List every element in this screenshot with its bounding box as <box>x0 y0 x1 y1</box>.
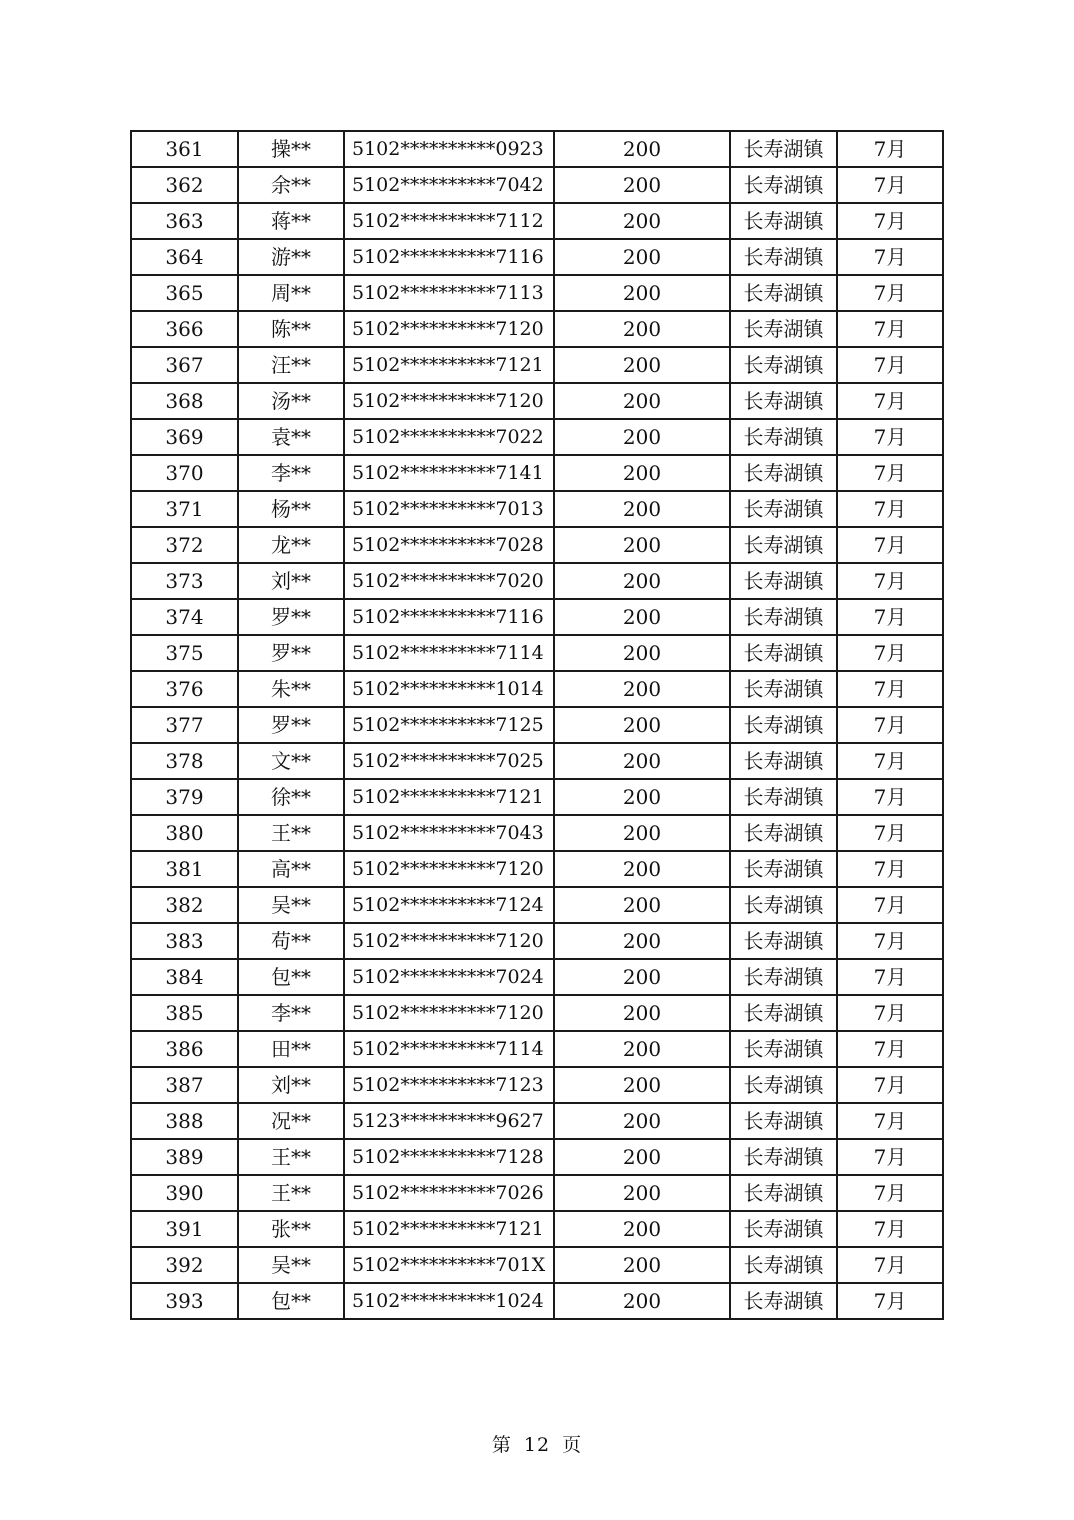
amount-cell: 200 <box>554 671 730 707</box>
name-cell: 文** <box>238 743 344 779</box>
id-number-cell: 5102**********7121 <box>344 347 554 383</box>
month-cell: 7月 <box>837 491 943 527</box>
table-row <box>131 1175 943 1211</box>
amount-cell: 200 <box>554 1139 730 1175</box>
table-row <box>131 923 943 959</box>
name-cell: 罗** <box>238 707 344 743</box>
amount-cell: 200 <box>554 995 730 1031</box>
row-number-cell: 382 <box>131 887 238 923</box>
id-number-cell: 5102**********7116 <box>344 239 554 275</box>
town-cell: 长寿湖镇 <box>730 1247 837 1283</box>
name-cell: 汤** <box>238 383 344 419</box>
month-cell: 7月 <box>837 563 943 599</box>
table-row <box>131 1247 943 1283</box>
month-cell: 7月 <box>837 1175 943 1211</box>
table-row <box>131 1103 943 1139</box>
name-cell: 汪** <box>238 347 344 383</box>
table-row <box>131 1211 943 1247</box>
amount-cell: 200 <box>554 959 730 995</box>
row-number-cell: 362 <box>131 167 238 203</box>
table-row <box>131 743 943 779</box>
month-cell: 7月 <box>837 671 943 707</box>
month-cell: 7月 <box>837 959 943 995</box>
id-number-cell: 5102**********7042 <box>344 167 554 203</box>
table-row <box>131 851 943 887</box>
town-cell: 长寿湖镇 <box>730 635 837 671</box>
id-number-cell: 5102**********7112 <box>344 203 554 239</box>
row-number-cell: 393 <box>131 1283 238 1319</box>
amount-cell: 200 <box>554 1247 730 1283</box>
amount-cell: 200 <box>554 815 730 851</box>
town-cell: 长寿湖镇 <box>730 1283 837 1319</box>
amount-cell: 200 <box>554 239 730 275</box>
month-cell: 7月 <box>837 455 943 491</box>
page-footer <box>0 1430 1074 1457</box>
row-number-cell: 376 <box>131 671 238 707</box>
town-cell: 长寿湖镇 <box>730 779 837 815</box>
town-cell: 长寿湖镇 <box>730 167 837 203</box>
name-cell: 杨** <box>238 491 344 527</box>
month-cell: 7月 <box>837 1103 943 1139</box>
id-number-cell: 5102**********701X <box>344 1247 554 1283</box>
name-cell: 余** <box>238 167 344 203</box>
roster-table-body <box>131 131 943 1319</box>
town-cell: 长寿湖镇 <box>730 563 837 599</box>
id-number-cell: 5102**********7020 <box>344 563 554 599</box>
month-cell: 7月 <box>837 851 943 887</box>
amount-cell: 200 <box>554 635 730 671</box>
month-cell: 7月 <box>837 635 943 671</box>
table-row <box>131 599 943 635</box>
month-cell: 7月 <box>837 1067 943 1103</box>
month-cell: 7月 <box>837 419 943 455</box>
name-cell: 吴** <box>238 887 344 923</box>
id-number-cell: 5102**********7128 <box>344 1139 554 1175</box>
table-row <box>131 131 943 167</box>
id-number-cell: 5102**********1024 <box>344 1283 554 1319</box>
month-cell: 7月 <box>837 383 943 419</box>
page-number: 12 <box>523 1434 551 1456</box>
row-number-cell: 370 <box>131 455 238 491</box>
name-cell: 况** <box>238 1103 344 1139</box>
table-row <box>131 275 943 311</box>
amount-cell: 200 <box>554 1067 730 1103</box>
id-number-cell: 5102**********7120 <box>344 311 554 347</box>
id-number-cell: 5102**********7120 <box>344 923 554 959</box>
name-cell: 刘** <box>238 563 344 599</box>
name-cell: 罗** <box>238 635 344 671</box>
row-number-cell: 378 <box>131 743 238 779</box>
month-cell: 7月 <box>837 887 943 923</box>
id-number-cell: 5102**********7022 <box>344 419 554 455</box>
row-number-cell: 384 <box>131 959 238 995</box>
row-number-cell: 368 <box>131 383 238 419</box>
row-number-cell: 390 <box>131 1175 238 1211</box>
month-cell: 7月 <box>837 347 943 383</box>
town-cell: 长寿湖镇 <box>730 455 837 491</box>
town-cell: 长寿湖镇 <box>730 815 837 851</box>
id-number-cell: 5102**********7125 <box>344 707 554 743</box>
page-footer-prefix: 第 <box>491 1434 512 1456</box>
name-cell: 袁** <box>238 419 344 455</box>
id-number-cell: 5102**********7121 <box>344 1211 554 1247</box>
id-number-cell: 5102**********7120 <box>344 851 554 887</box>
amount-cell: 200 <box>554 1211 730 1247</box>
row-number-cell: 388 <box>131 1103 238 1139</box>
row-number-cell: 380 <box>131 815 238 851</box>
month-cell: 7月 <box>837 239 943 275</box>
town-cell: 长寿湖镇 <box>730 275 837 311</box>
table-row <box>131 167 943 203</box>
amount-cell: 200 <box>554 1283 730 1319</box>
name-cell: 苟** <box>238 923 344 959</box>
table-row <box>131 563 943 599</box>
name-cell: 刘** <box>238 1067 344 1103</box>
name-cell: 游** <box>238 239 344 275</box>
town-cell: 长寿湖镇 <box>730 959 837 995</box>
row-number-cell: 371 <box>131 491 238 527</box>
town-cell: 长寿湖镇 <box>730 1103 837 1139</box>
name-cell: 徐** <box>238 779 344 815</box>
row-number-cell: 392 <box>131 1247 238 1283</box>
amount-cell: 200 <box>554 275 730 311</box>
month-cell: 7月 <box>837 203 943 239</box>
town-cell: 长寿湖镇 <box>730 347 837 383</box>
name-cell: 蒋** <box>238 203 344 239</box>
id-number-cell: 5102**********7116 <box>344 599 554 635</box>
town-cell: 长寿湖镇 <box>730 707 837 743</box>
table-row <box>131 383 943 419</box>
id-number-cell: 5102**********7114 <box>344 1031 554 1067</box>
town-cell: 长寿湖镇 <box>730 1067 837 1103</box>
table-row <box>131 995 943 1031</box>
amount-cell: 200 <box>554 419 730 455</box>
id-number-cell: 5102**********7120 <box>344 995 554 1031</box>
name-cell: 王** <box>238 815 344 851</box>
amount-cell: 200 <box>554 347 730 383</box>
amount-cell: 200 <box>554 563 730 599</box>
row-number-cell: 364 <box>131 239 238 275</box>
month-cell: 7月 <box>837 131 943 167</box>
id-number-cell: 5102**********7121 <box>344 779 554 815</box>
month-cell: 7月 <box>837 599 943 635</box>
name-cell: 包** <box>238 959 344 995</box>
name-cell: 包** <box>238 1283 344 1319</box>
row-number-cell: 385 <box>131 995 238 1031</box>
id-number-cell: 5102**********7120 <box>344 383 554 419</box>
id-number-cell: 5102**********7141 <box>344 455 554 491</box>
town-cell: 长寿湖镇 <box>730 491 837 527</box>
row-number-cell: 366 <box>131 311 238 347</box>
month-cell: 7月 <box>837 1211 943 1247</box>
amount-cell: 200 <box>554 527 730 563</box>
amount-cell: 200 <box>554 887 730 923</box>
row-number-cell: 377 <box>131 707 238 743</box>
table-row <box>131 671 943 707</box>
name-cell: 李** <box>238 995 344 1031</box>
month-cell: 7月 <box>837 1247 943 1283</box>
id-number-cell: 5102**********7043 <box>344 815 554 851</box>
id-number-cell: 5123**********9627 <box>344 1103 554 1139</box>
name-cell: 王** <box>238 1139 344 1175</box>
month-cell: 7月 <box>837 275 943 311</box>
amount-cell: 200 <box>554 743 730 779</box>
month-cell: 7月 <box>837 1283 943 1319</box>
name-cell: 高** <box>238 851 344 887</box>
row-number-cell: 374 <box>131 599 238 635</box>
month-cell: 7月 <box>837 995 943 1031</box>
id-number-cell: 5102**********7113 <box>344 275 554 311</box>
id-number-cell: 5102**********0923 <box>344 131 554 167</box>
name-cell: 龙** <box>238 527 344 563</box>
town-cell: 长寿湖镇 <box>730 599 837 635</box>
month-cell: 7月 <box>837 743 943 779</box>
id-number-cell: 5102**********7124 <box>344 887 554 923</box>
name-cell: 张** <box>238 1211 344 1247</box>
table-row <box>131 815 943 851</box>
town-cell: 长寿湖镇 <box>730 671 837 707</box>
amount-cell: 200 <box>554 491 730 527</box>
name-cell: 李** <box>238 455 344 491</box>
amount-cell: 200 <box>554 131 730 167</box>
town-cell: 长寿湖镇 <box>730 923 837 959</box>
town-cell: 长寿湖镇 <box>730 383 837 419</box>
amount-cell: 200 <box>554 203 730 239</box>
table-row <box>131 491 943 527</box>
table-row <box>131 203 943 239</box>
name-cell: 吴** <box>238 1247 344 1283</box>
table-row <box>131 1139 943 1175</box>
id-number-cell: 5102**********7114 <box>344 635 554 671</box>
table-row <box>131 311 943 347</box>
month-cell: 7月 <box>837 311 943 347</box>
month-cell: 7月 <box>837 707 943 743</box>
town-cell: 长寿湖镇 <box>730 1031 837 1067</box>
amount-cell: 200 <box>554 1031 730 1067</box>
id-number-cell: 5102**********7026 <box>344 1175 554 1211</box>
id-number-cell: 5102**********7024 <box>344 959 554 995</box>
row-number-cell: 361 <box>131 131 238 167</box>
name-cell: 罗** <box>238 599 344 635</box>
id-number-cell: 5102**********7025 <box>344 743 554 779</box>
row-number-cell: 373 <box>131 563 238 599</box>
town-cell: 长寿湖镇 <box>730 851 837 887</box>
table-row <box>131 1283 943 1319</box>
amount-cell: 200 <box>554 383 730 419</box>
row-number-cell: 372 <box>131 527 238 563</box>
table-row <box>131 779 943 815</box>
table-row <box>131 1031 943 1067</box>
table-row <box>131 419 943 455</box>
month-cell: 7月 <box>837 779 943 815</box>
table-row <box>131 635 943 671</box>
table-row <box>131 527 943 563</box>
town-cell: 长寿湖镇 <box>730 995 837 1031</box>
name-cell: 操** <box>238 131 344 167</box>
month-cell: 7月 <box>837 815 943 851</box>
name-cell: 周** <box>238 275 344 311</box>
row-number-cell: 379 <box>131 779 238 815</box>
row-number-cell: 369 <box>131 419 238 455</box>
town-cell: 长寿湖镇 <box>730 1211 837 1247</box>
amount-cell: 200 <box>554 707 730 743</box>
amount-cell: 200 <box>554 1175 730 1211</box>
town-cell: 长寿湖镇 <box>730 419 837 455</box>
amount-cell: 200 <box>554 311 730 347</box>
table-row <box>131 959 943 995</box>
row-number-cell: 389 <box>131 1139 238 1175</box>
row-number-cell: 381 <box>131 851 238 887</box>
page-footer-suffix: 页 <box>562 1434 583 1456</box>
amount-cell: 200 <box>554 851 730 887</box>
month-cell: 7月 <box>837 1031 943 1067</box>
name-cell: 陈** <box>238 311 344 347</box>
month-cell: 7月 <box>837 923 943 959</box>
month-cell: 7月 <box>837 167 943 203</box>
table-row <box>131 1067 943 1103</box>
town-cell: 长寿湖镇 <box>730 311 837 347</box>
row-number-cell: 386 <box>131 1031 238 1067</box>
amount-cell: 200 <box>554 455 730 491</box>
table-row <box>131 347 943 383</box>
month-cell: 7月 <box>837 527 943 563</box>
id-number-cell: 5102**********7028 <box>344 527 554 563</box>
row-number-cell: 367 <box>131 347 238 383</box>
town-cell: 长寿湖镇 <box>730 239 837 275</box>
row-number-cell: 383 <box>131 923 238 959</box>
amount-cell: 200 <box>554 923 730 959</box>
town-cell: 长寿湖镇 <box>730 887 837 923</box>
town-cell: 长寿湖镇 <box>730 743 837 779</box>
row-number-cell: 391 <box>131 1211 238 1247</box>
table-row <box>131 707 943 743</box>
town-cell: 长寿湖镇 <box>730 527 837 563</box>
town-cell: 长寿湖镇 <box>730 131 837 167</box>
id-number-cell: 5102**********7013 <box>344 491 554 527</box>
town-cell: 长寿湖镇 <box>730 203 837 239</box>
amount-cell: 200 <box>554 1103 730 1139</box>
table-row <box>131 239 943 275</box>
month-cell: 7月 <box>837 1139 943 1175</box>
row-number-cell: 363 <box>131 203 238 239</box>
amount-cell: 200 <box>554 599 730 635</box>
row-number-cell: 375 <box>131 635 238 671</box>
name-cell: 王** <box>238 1175 344 1211</box>
id-number-cell: 5102**********1014 <box>344 671 554 707</box>
town-cell: 长寿湖镇 <box>730 1175 837 1211</box>
amount-cell: 200 <box>554 779 730 815</box>
roster-table <box>130 130 944 1320</box>
amount-cell: 200 <box>554 167 730 203</box>
town-cell: 长寿湖镇 <box>730 1139 837 1175</box>
table-row <box>131 455 943 491</box>
table-row <box>131 887 943 923</box>
name-cell: 田** <box>238 1031 344 1067</box>
id-number-cell: 5102**********7123 <box>344 1067 554 1103</box>
row-number-cell: 387 <box>131 1067 238 1103</box>
row-number-cell: 365 <box>131 275 238 311</box>
name-cell: 朱** <box>238 671 344 707</box>
